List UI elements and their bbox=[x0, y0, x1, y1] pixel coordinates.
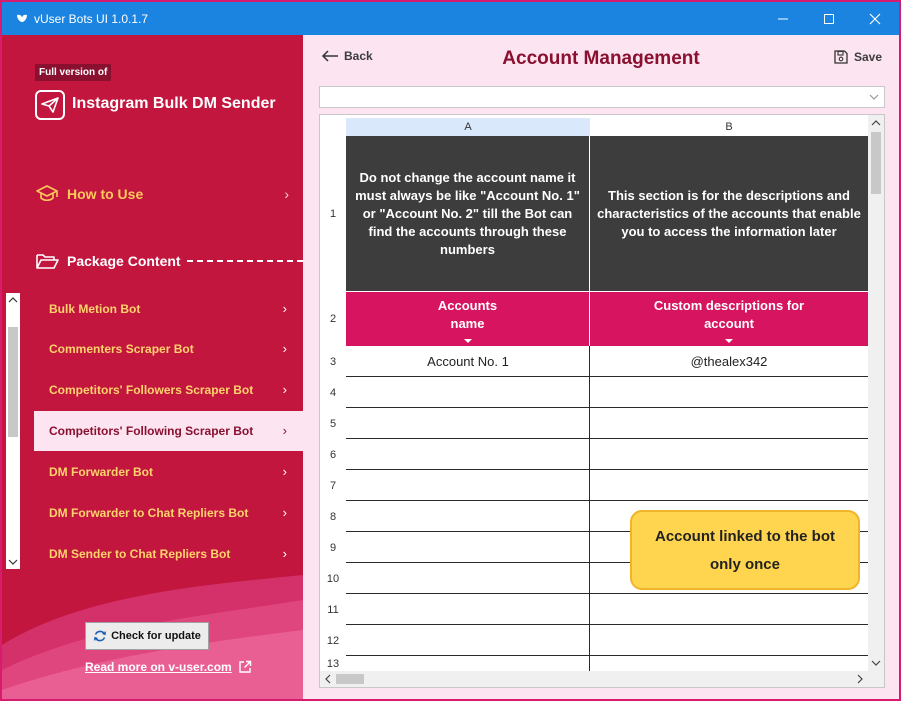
save-button[interactable] bbox=[833, 49, 882, 65]
chevron-down-icon bbox=[869, 93, 879, 101]
cell[interactable] bbox=[346, 563, 590, 594]
main-panel bbox=[303, 35, 899, 699]
scrollbar-thumb[interactable] bbox=[871, 132, 881, 194]
chevron-right-icon: › bbox=[282, 546, 287, 561]
row-number[interactable]: 6 bbox=[329, 448, 337, 461]
header-line: Custom descriptions for bbox=[653, 298, 805, 313]
cell[interactable] bbox=[346, 439, 590, 470]
row-number[interactable]: 12 bbox=[326, 634, 340, 647]
app-name: Instagram Bulk DM Sender bbox=[72, 95, 276, 112]
row-number[interactable]: 10 bbox=[326, 572, 340, 585]
cell[interactable] bbox=[590, 594, 868, 625]
submenu-item-label: DM Forwarder Bot bbox=[49, 465, 154, 479]
cell[interactable] bbox=[590, 470, 868, 501]
back-label: Back bbox=[344, 49, 373, 63]
submenu-item[interactable] bbox=[34, 370, 303, 410]
row-number[interactable]: 8 bbox=[329, 510, 337, 523]
external-link-icon bbox=[238, 660, 252, 674]
minimize-icon bbox=[777, 13, 789, 25]
header-line: name bbox=[450, 316, 485, 331]
scrollbar-thumb[interactable] bbox=[8, 327, 18, 437]
submenu-item[interactable] bbox=[34, 289, 303, 329]
grid-divider bbox=[589, 346, 590, 671]
cell[interactable] bbox=[590, 377, 868, 408]
folder-open-icon bbox=[35, 251, 59, 271]
tooltip-line: only once bbox=[709, 556, 780, 573]
package-content-label: Package Content bbox=[67, 253, 181, 269]
header-cell-custom-descriptions[interactable] bbox=[590, 292, 868, 346]
submenu-item-label: Commenters Scraper Bot bbox=[49, 342, 194, 356]
row-number[interactable]: 4 bbox=[329, 386, 337, 399]
app-logo-icon bbox=[16, 12, 28, 24]
cell[interactable] bbox=[590, 408, 868, 439]
window-title: vUser Bots UI 1.0.1.7 bbox=[34, 12, 149, 26]
check-for-update-label: Check for update bbox=[111, 630, 201, 642]
row-number[interactable]: 1 bbox=[329, 208, 337, 220]
page-title: Account Management bbox=[502, 48, 700, 69]
cell[interactable] bbox=[590, 439, 868, 470]
title-bar bbox=[2, 2, 899, 35]
chevron-right-icon: › bbox=[284, 186, 289, 202]
cell-b3[interactable]: @thealex342 bbox=[590, 346, 868, 377]
row-number[interactable]: 11 bbox=[327, 603, 339, 616]
scroll-down-icon[interactable] bbox=[868, 658, 884, 668]
chevron-right-icon: › bbox=[282, 423, 287, 438]
row-number[interactable]: 5 bbox=[329, 417, 337, 430]
row-number[interactable]: 3 bbox=[329, 355, 337, 368]
check-for-update-button[interactable] bbox=[85, 622, 209, 650]
filter-triangle-icon[interactable] bbox=[725, 339, 733, 343]
send-icon bbox=[41, 97, 59, 113]
refresh-icon bbox=[93, 629, 107, 643]
column-header-a[interactable]: A bbox=[346, 118, 590, 136]
menu-package-content[interactable] bbox=[35, 249, 303, 273]
close-icon bbox=[869, 13, 881, 25]
chevron-right-icon: › bbox=[282, 382, 287, 397]
cell[interactable] bbox=[346, 470, 590, 501]
sidebar bbox=[2, 35, 303, 699]
submenu-item[interactable] bbox=[34, 452, 303, 492]
tooltip-line: Account linked to the bot bbox=[655, 528, 835, 545]
note-cell-a: Do not change the account name it must always be like "Account No. 1" or "Account No. 2" till the Bot can find the accounts through these numbers bbox=[346, 136, 589, 291]
row-number[interactable]: 13 bbox=[326, 658, 340, 670]
close-button[interactable] bbox=[852, 2, 898, 35]
submenu-item-label: DM Forwarder to Chat Repliers Bot bbox=[49, 506, 249, 520]
read-more-label: Read more on v-user.com bbox=[85, 660, 232, 674]
scroll-left-icon[interactable] bbox=[323, 671, 333, 687]
cell[interactable] bbox=[346, 625, 590, 656]
chevron-right-icon: › bbox=[282, 505, 287, 520]
submenu-item-active[interactable] bbox=[34, 411, 303, 451]
cell[interactable] bbox=[346, 594, 590, 625]
chevron-right-icon: › bbox=[282, 464, 287, 479]
cell[interactable] bbox=[346, 408, 590, 439]
submenu-item[interactable] bbox=[34, 534, 303, 574]
cell-a3[interactable]: Account No. 1 bbox=[346, 346, 590, 377]
submenu-scrollbar[interactable] bbox=[6, 293, 20, 569]
scroll-up-icon[interactable] bbox=[6, 295, 20, 305]
how-to-use-label: How to Use bbox=[67, 186, 144, 202]
graduation-cap-icon bbox=[35, 184, 59, 204]
chevron-right-icon: › bbox=[282, 301, 287, 316]
menu-how-to-use[interactable] bbox=[35, 182, 293, 206]
row-number[interactable]: 9 bbox=[329, 541, 337, 554]
filter-triangle-icon[interactable] bbox=[464, 339, 472, 343]
cell[interactable] bbox=[590, 625, 868, 656]
info-tooltip bbox=[630, 510, 860, 590]
scroll-right-icon[interactable] bbox=[855, 671, 865, 687]
minimize-button[interactable] bbox=[760, 2, 806, 35]
note-cell-b: This section is for the descriptions and characteristics of the accounts that enable you to access the information later bbox=[590, 136, 868, 291]
app-icon bbox=[35, 90, 65, 120]
submenu-item[interactable] bbox=[34, 329, 303, 369]
vertical-scrollbar[interactable] bbox=[868, 115, 884, 671]
scroll-down-icon[interactable] bbox=[6, 557, 20, 567]
save-label: Save bbox=[854, 50, 883, 64]
maximize-icon bbox=[823, 13, 835, 25]
header-line: account bbox=[704, 316, 754, 331]
submenu-item-label: Bulk Metion Bot bbox=[49, 302, 141, 316]
header-line: Accounts bbox=[437, 298, 498, 313]
row-number[interactable]: 2 bbox=[329, 313, 337, 325]
column-header-b[interactable]: B bbox=[590, 118, 868, 136]
submenu-item-label: Competitors' Followers Scraper Bot bbox=[49, 383, 254, 397]
submenu-item[interactable] bbox=[34, 493, 303, 533]
scrollbar-thumb[interactable] bbox=[336, 674, 364, 684]
sheet-selector-dropdown[interactable] bbox=[319, 86, 885, 108]
maximize-button[interactable] bbox=[806, 2, 852, 35]
row-number[interactable]: 7 bbox=[329, 479, 337, 492]
spreadsheet[interactable] bbox=[319, 114, 885, 688]
save-icon bbox=[833, 49, 849, 65]
submenu-item-label: DM Sender to Chat Repliers Bot bbox=[49, 547, 231, 561]
cell[interactable] bbox=[346, 532, 590, 563]
read-more-link[interactable] bbox=[85, 660, 252, 674]
header-cell-accounts-name[interactable] bbox=[346, 292, 589, 346]
full-version-badge: Full version of bbox=[35, 64, 111, 81]
divider bbox=[187, 260, 303, 262]
cell[interactable] bbox=[346, 501, 590, 532]
scroll-up-icon[interactable] bbox=[868, 118, 884, 128]
submenu-item-label: Competitors' Following Scraper Bot bbox=[49, 424, 254, 438]
horizontal-scrollbar[interactable] bbox=[320, 671, 885, 687]
chevron-right-icon: › bbox=[282, 341, 287, 356]
cell[interactable] bbox=[346, 377, 590, 408]
